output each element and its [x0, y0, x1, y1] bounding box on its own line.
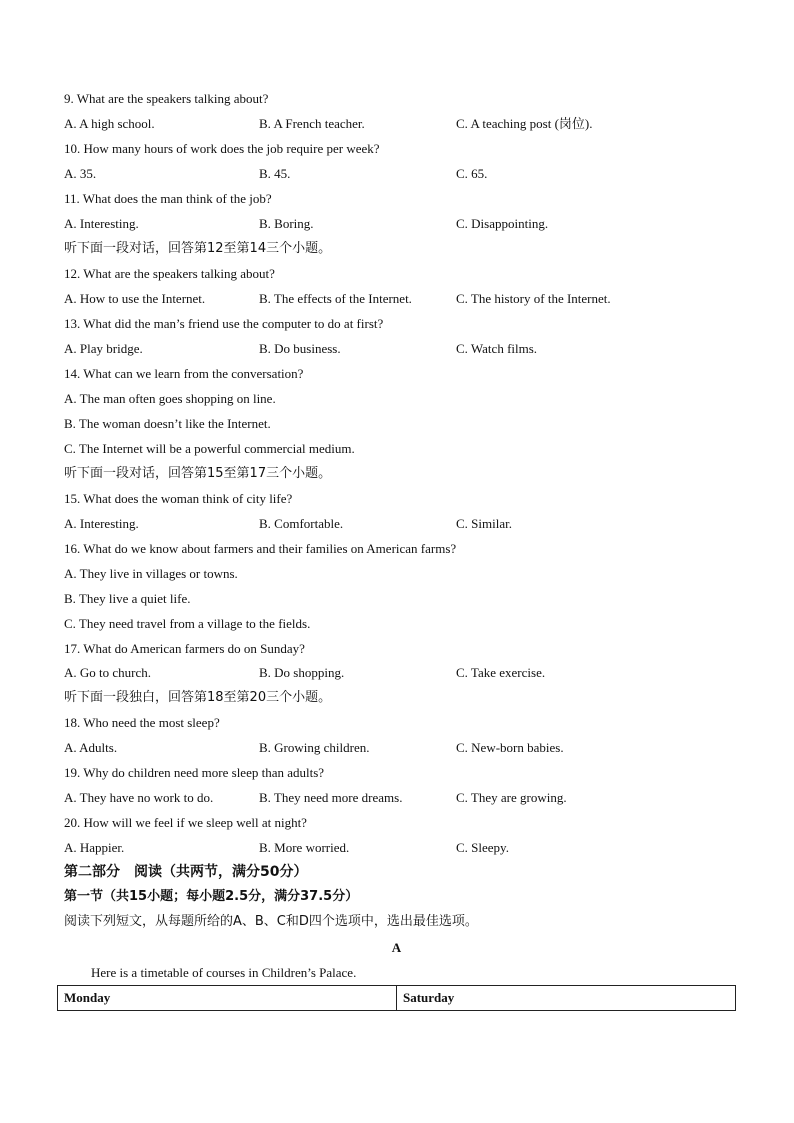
option-11c: C. Disappointing.: [456, 216, 549, 231]
options-15: [64, 515, 744, 533]
option-14b: B. The woman doesn’t like the Internet.: [64, 416, 271, 431]
options-19: [64, 789, 744, 807]
option-12a: A. How to use the Internet.: [64, 291, 206, 306]
option-10b: B. 45.: [259, 166, 291, 181]
options-20: [64, 839, 744, 857]
option-9a: A. A high school.: [64, 116, 155, 131]
passage-intro: Here is a timetable of courses in Children’s Palace.: [91, 965, 357, 980]
option-13c: C. Watch films.: [456, 341, 538, 356]
section-1-heading: 第一节（共15小题；每小题2.5分，满分37.5分）: [64, 889, 359, 904]
option-18b: B. Growing children.: [259, 740, 370, 755]
instruction-15-17: 听下面一段对话，回答第15至第17三个小题。: [64, 466, 332, 481]
question-15: 15. What does the woman think of city life?: [64, 491, 293, 506]
option-17a: A. Go to church.: [64, 665, 152, 680]
instruction-18-20: 听下面一段独白，回答第18至第20三个小题。: [64, 690, 332, 705]
part-2-heading: 第二部分 阅读（共两节，满分50分）: [64, 864, 308, 880]
option-20a: A. Happier.: [64, 840, 125, 855]
option-16c: C. They need travel from a village to the fields.: [64, 616, 311, 631]
option-13b: B. Do business.: [259, 341, 341, 356]
option-19a: A. They have no work to do.: [64, 790, 214, 805]
question-14: 14. What can we learn from the conversation?: [64, 366, 304, 381]
option-20b: B. More worried.: [259, 840, 350, 855]
timetable-header-monday: Monday: [64, 990, 111, 1005]
question-19: 19. Why do children need more sleep than adults?: [64, 765, 325, 780]
option-11b: B. Boring.: [259, 216, 314, 231]
question-9: 9. What are the speakers talking about?: [64, 91, 269, 106]
option-20c: C. Sleepy.: [456, 840, 509, 855]
option-15c: C. Similar.: [456, 516, 512, 531]
option-16b: B. They live a quiet life.: [64, 591, 191, 606]
question-12: 12. What are the speakers talking about?: [64, 266, 275, 281]
options-13: [64, 340, 744, 358]
question-20: 20. How will we feel if we sleep well at night?: [64, 815, 307, 830]
option-12b: B. The effects of the Internet.: [259, 291, 412, 306]
option-18c: C. New-born babies.: [456, 740, 564, 755]
option-9b: B. A French teacher.: [259, 116, 365, 131]
timetable: [57, 985, 736, 1011]
question-13: 13. What did the man’s friend use the computer to do at first?: [64, 316, 384, 331]
option-10c: C. 65.: [456, 166, 488, 181]
option-10a: A. 35.: [64, 166, 97, 181]
instruction-12-14: 听下面一段对话，回答第12至第14三个小题。: [64, 241, 332, 256]
option-18a: A. Adults.: [64, 740, 118, 755]
timetable-header-saturday: Saturday: [396, 986, 735, 1010]
option-16a: A. They live in villages or towns.: [64, 566, 238, 581]
question-18: 18. Who need the most sleep?: [64, 715, 220, 730]
options-18: [64, 739, 744, 757]
options-17: [64, 664, 744, 682]
option-12c: C. The history of the Internet.: [456, 291, 611, 306]
options-9: [64, 115, 744, 133]
question-17: 17. What do American farmers do on Sunday?: [64, 641, 305, 656]
option-11a: A. Interesting.: [64, 216, 139, 231]
question-11: 11. What does the man think of the job?: [64, 191, 272, 206]
options-12: [64, 290, 744, 308]
passage-letter: A: [391, 940, 402, 955]
options-11: [64, 215, 744, 233]
option-15a: A. Interesting.: [64, 516, 139, 531]
option-14c: C. The Internet will be a powerful commercial medium.: [64, 441, 355, 456]
option-9c: C. A teaching post (岗位).: [456, 116, 593, 131]
option-19b: B. They need more dreams.: [259, 790, 403, 805]
option-15b: B. Comfortable.: [259, 516, 344, 531]
question-16: 16. What do we know about farmers and their families on American farms?: [64, 541, 457, 556]
reading-instruction: 阅读下列短文，从每题所给的A、B、C和D四个选项中，选出最佳选项。: [64, 914, 478, 929]
option-17c: C. Take exercise.: [456, 665, 546, 680]
option-13a: A. Play bridge.: [64, 341, 143, 356]
option-19c: C. They are growing.: [456, 790, 567, 805]
options-10: [64, 165, 744, 183]
option-17b: B. Do shopping.: [259, 665, 345, 680]
question-10: 10. How many hours of work does the job require per week?: [64, 141, 380, 156]
option-14a: A. The man often goes shopping on line.: [64, 391, 276, 406]
